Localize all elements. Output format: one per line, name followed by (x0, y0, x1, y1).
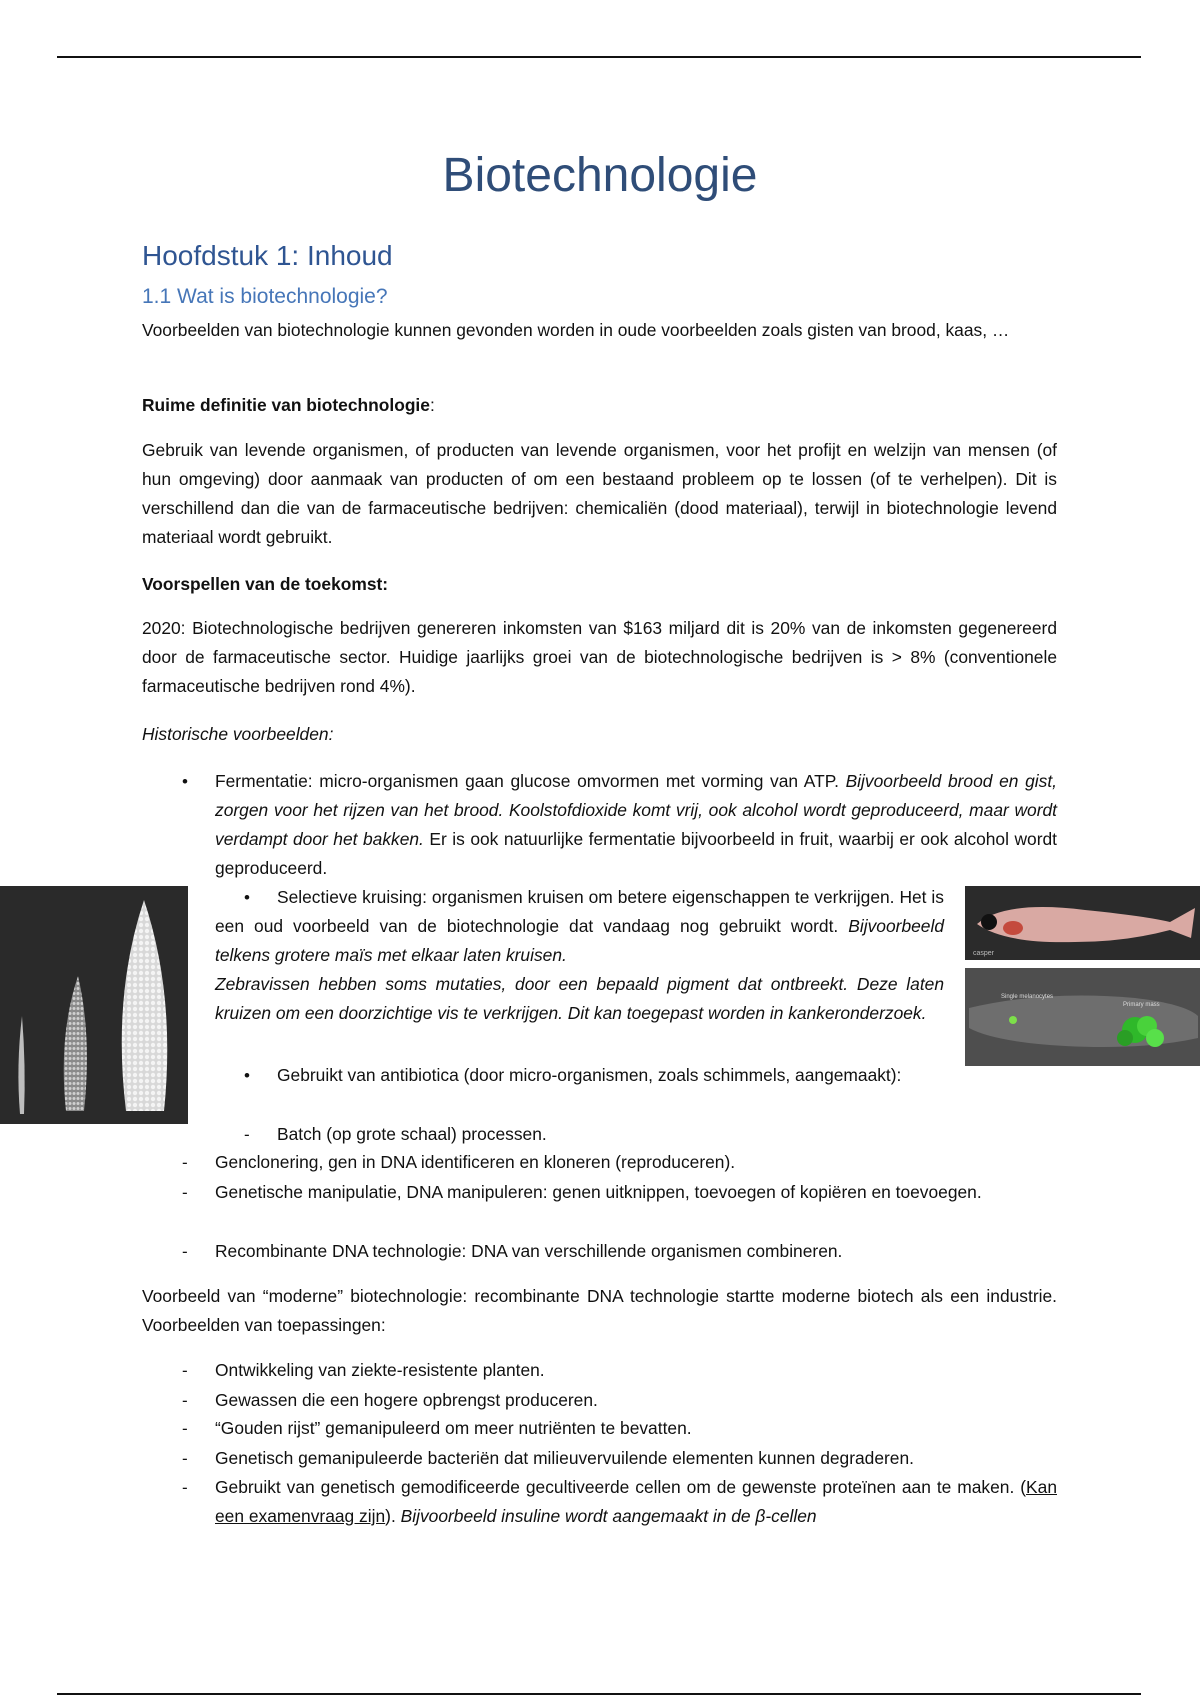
intro-paragraph: Voorbeelden van biotechnologie kunnen gevonden worden in oude voorbeelden zoals gisten van brood, kaas, … (142, 320, 1010, 340)
fermentation-text-2: Er is ook natuurlijke fermentatie bijvoorbeeld in fruit, waarbij er ook alcohol wordt geproduceerd. (215, 829, 1057, 878)
dash-marker: - (244, 1125, 250, 1144)
page-title: Biotechnologie (442, 149, 758, 202)
fluorescence-illustration (965, 968, 1200, 1066)
dash-item: Genetische manipulatie, DNA manipuleren: genen uitknippen, toevoegen of kopiëren en toevoegen. (215, 1182, 982, 1202)
top-rule (57, 56, 1141, 58)
dash-item: “Gouden rijst” gemanipuleerd om meer nutriënten te bevatten. (215, 1418, 692, 1438)
definition-paragraph: Gebruik van levende organismen, of producten van levende organismen, voor het profijt en welzijn van mensen (of hun omgeving) door aanmaak van producten of om een bestaand probleem op te lossen (of te verhelpen). Dit is verschillend dan die van de farmaceutische bedrijven: chemicaliën (dood materiaal), terwijl in biotechnologie levend materiaal wordt gebruikt. (142, 440, 1057, 547)
dash-marker: - (182, 1478, 188, 1497)
bullet-marker: • (244, 888, 250, 907)
definition-colon: : (429, 395, 435, 415)
fish-label: Single melanocytes (1001, 994, 1054, 1000)
dash-marker: - (182, 1183, 188, 1202)
dash-marker: - (182, 1361, 188, 1380)
bullet-marker: • (244, 1066, 250, 1085)
selection-item (215, 883, 944, 970)
bullet-marker: • (182, 772, 188, 791)
zebrafish-photo (965, 886, 1200, 960)
dash-marker: - (182, 1449, 188, 1468)
dash-item: Gewassen die een hogere opbrengst produceren. (215, 1390, 598, 1410)
selection-example: Bijvoorbeeld telkens grotere maïs met elkaar laten kruisen. (215, 916, 944, 965)
selection-text: Selectieve kruising: organismen kruisen om betere eigenschappen te verkrijgen. Het is een oud voorbeeld van de biotechnologie dat vandaag nog gebruikt wordt. (215, 887, 944, 936)
historic-label: Historische voorbeelden: (142, 724, 334, 744)
dash-item: Recombinante DNA technologie: DNA van verschillende organismen combineren. (215, 1241, 843, 1261)
zebrafish-fluorescence-photo (965, 968, 1200, 1066)
bottom-rule (57, 1693, 1141, 1695)
dash-item: Ontwikkeling van ziekte-resistente planten. (215, 1360, 545, 1380)
definition-label-text: Ruime definitie van biotechnologie (142, 395, 430, 415)
fermentation-text: Fermentatie: micro-organismen gaan glucose omvormen met vorming van ATP. (215, 771, 846, 791)
insulin-text-2: ). (385, 1506, 401, 1526)
fermentation-item (215, 767, 1057, 883)
section-heading: 1.1 Wat is biotechnologie? (142, 285, 388, 308)
dash-marker: - (182, 1419, 188, 1438)
insulin-example: Bijvoorbeeld insuline wordt aangemaakt in de β-cellen (400, 1506, 817, 1526)
dash-marker: - (182, 1242, 188, 1261)
fish-caption: casper (973, 950, 995, 957)
dash-item: Genclonering, gen in DNA identificeren en kloneren (reproduceren). (215, 1152, 736, 1172)
zebrafish-example: Zebravissen hebben soms mutaties, door een bepaald pigment dat ontbreekt. Deze laten kruizen om een doorzichtige vis te verkrijgen. Dit kan toegepast worden in kankeronderzoek. (215, 974, 944, 1023)
antibiotics-item: Gebruikt van antibiotica (door micro-organismen, zoals schimmels, aangemaakt): (277, 1065, 902, 1085)
dash-marker: - (182, 1153, 188, 1172)
corn-evolution-image (0, 886, 188, 1124)
definition-label (142, 391, 1057, 420)
future-label: Voorspellen van de toekomst: (142, 574, 389, 594)
fish-label: Primary mass (1123, 1002, 1160, 1008)
dash-marker: - (182, 1391, 188, 1410)
dash-item-insulin (215, 1473, 1057, 1531)
corn-cobs-illustration (0, 886, 188, 1124)
zebrafish-illustration (965, 886, 1200, 960)
insulin-text: Gebruikt van genetisch gemodificeerde gecultiveerde cellen om de gewenste proteïnen aan te maken. ( (215, 1477, 1027, 1497)
future-paragraph: 2020: Biotechnologische bedrijven genereren inkomsten van $163 miljard dit is 20% van de inkomsten gegenereerd door de farmaceutische sector. Huidige jaarlijks groei van de biotechnologische bedrijven is > 8% (conventionele farmaceutische bedrijven rond 4%). (142, 618, 1057, 696)
chapter-heading: Hoofdstuk 1: Inhoud (142, 240, 393, 271)
fermentation-example: Bijvoorbeeld brood en gist, zorgen voor het rijzen van het brood. Koolstofdioxide komt vrij, ook alcohol wordt geproduceerd, maar wordt verdampt door het bakken. (215, 771, 1057, 849)
dash-item: Genetisch gemanipuleerde bacteriën dat milieuvervuilende elementen kunnen degraderen. (215, 1448, 914, 1468)
batch-item: Batch (op grote schaal) processen. (277, 1124, 547, 1144)
modern-paragraph: Voorbeeld van “moderne” biotechnologie: recombinante DNA technologie startte moderne biotech als een industrie. Voorbeelden van toepassingen: (142, 1286, 1057, 1335)
exam-note: Kan een examenvraag zijn (215, 1477, 1057, 1526)
